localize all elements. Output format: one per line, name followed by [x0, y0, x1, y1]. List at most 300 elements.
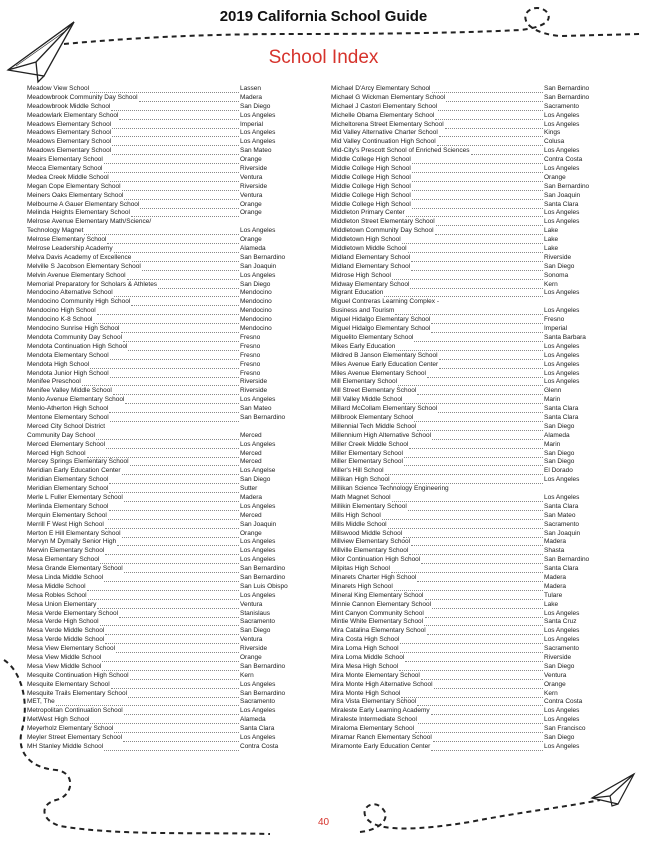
school-name: Mira Mesa High School — [331, 662, 399, 670]
school-name: Miramar Ranch Elementary School — [331, 734, 432, 742]
index-entry — [27, 85, 306, 94]
county-name: Alameda — [240, 245, 266, 253]
index-entry — [27, 316, 306, 325]
county-name: San Joaquin — [240, 520, 277, 528]
school-name: Meairs Elementary School — [27, 156, 103, 164]
index-entry — [27, 450, 306, 459]
school-name: Mesa Verde Middle School — [27, 636, 105, 644]
county-name: Madera — [240, 93, 263, 101]
school-name: Mesa Linda Middle School — [27, 573, 104, 581]
index-entry — [27, 236, 306, 245]
county-name: Lake — [544, 227, 559, 235]
index-entry — [27, 512, 306, 521]
dot-leader — [84, 227, 239, 235]
dot-leader — [110, 414, 239, 422]
index-entry — [27, 352, 306, 361]
dot-leader — [388, 521, 543, 529]
school-name: Middle College High School — [331, 191, 411, 199]
school-name: Miller's Hill School — [331, 467, 384, 475]
county-name: Los Angeles — [544, 351, 580, 359]
school-name: Mineral King Elementary School — [331, 591, 424, 599]
dot-leader — [446, 94, 543, 102]
dot-leader — [412, 165, 543, 173]
index-entry — [27, 538, 306, 547]
school-name: Mira Monte High School — [331, 689, 401, 697]
dot-leader — [431, 316, 543, 324]
index-entry — [27, 423, 306, 432]
county-name: Madera — [544, 573, 567, 581]
school-name: Miraloma Elementary School — [331, 725, 415, 733]
dot-leader — [391, 476, 543, 484]
index-entry — [27, 183, 306, 192]
county-name: San Diego — [544, 734, 575, 742]
school-name: Miller Elementary School — [331, 449, 403, 457]
county-name: Sacramento — [544, 645, 580, 653]
school-name: Michael G Wickman Elementary School — [331, 93, 446, 101]
index-entry — [27, 547, 306, 556]
county-name: Santa Barbara — [544, 333, 586, 341]
dot-leader — [439, 361, 543, 369]
school-name: Miraleste Intermediate School — [331, 716, 417, 724]
index-entry — [27, 610, 306, 619]
index-entry — [331, 378, 610, 387]
school-name: Mendocino Alternative School — [27, 289, 113, 297]
county-name: Ventura — [240, 600, 263, 608]
index-entry — [27, 458, 306, 467]
dot-leader — [93, 316, 239, 324]
school-name: Mesa Verde Elementary School — [27, 609, 119, 617]
index-entry — [27, 121, 306, 130]
index-entry — [27, 707, 306, 716]
county-name: Orange — [240, 209, 262, 217]
index-entry — [331, 707, 610, 716]
county-name: Los Angeles — [544, 378, 580, 386]
index-entry — [27, 94, 306, 103]
index-entry — [331, 432, 610, 441]
dot-leader — [432, 432, 543, 440]
dot-leader — [414, 334, 543, 342]
school-name: Middletown Middle School — [331, 245, 407, 253]
index-entry — [27, 138, 306, 147]
county-name: Fresno — [544, 316, 565, 324]
index-entry — [331, 298, 610, 307]
school-name: Milor Continuation High School — [331, 556, 421, 564]
index-entry — [27, 325, 306, 334]
school-name: Merrill F West High School — [27, 520, 104, 528]
index-entry — [331, 530, 610, 539]
index-entry — [27, 218, 306, 227]
index-entry — [331, 112, 610, 121]
county-name: Sacramento — [544, 102, 580, 110]
dot-leader — [425, 610, 543, 618]
school-name: Melbourne A Gauer Elementary School — [27, 200, 140, 208]
index-entry — [27, 370, 306, 379]
dot-leader — [414, 414, 543, 422]
school-name: Michael J Castori Elementary School — [331, 102, 438, 110]
county-name: Ventura — [240, 636, 263, 644]
index-entry — [331, 565, 610, 574]
county-name: San Francisco — [544, 725, 586, 733]
county-name: Los Angeles — [544, 636, 580, 644]
index-entry — [27, 343, 306, 352]
dot-leader — [109, 485, 239, 493]
index-entry — [27, 165, 306, 174]
school-name: Middle College High School — [331, 156, 411, 164]
dot-leader — [110, 352, 239, 360]
county-name: Los Angeles — [240, 556, 276, 564]
school-name: Mills High School — [331, 511, 381, 519]
index-entry — [331, 343, 610, 352]
dot-leader — [131, 298, 239, 306]
school-name: Menifee Valley Middle School — [27, 387, 112, 395]
school-name: Middletown Community Day School — [331, 227, 434, 235]
dot-leader — [130, 672, 239, 680]
county-name: Imperial — [544, 325, 568, 333]
index-entry — [331, 396, 610, 405]
county-name: Lassen — [240, 85, 261, 92]
county-name: San Bernardino — [544, 93, 590, 101]
index-entry — [27, 129, 306, 138]
county-name: Los Angeles — [544, 307, 580, 315]
school-name: Merton E Hill Elementary School — [27, 529, 121, 537]
index-entry — [27, 485, 306, 494]
school-name: Mercey Springs Elementary School — [27, 458, 129, 466]
index-entry — [331, 414, 610, 423]
index-entry — [27, 414, 306, 423]
county-name: Madera — [240, 493, 263, 501]
county-name: Sacramento — [240, 618, 276, 626]
dot-leader — [158, 281, 239, 289]
dot-leader — [88, 592, 239, 600]
dot-leader — [415, 725, 543, 733]
dot-leader — [471, 147, 543, 155]
dot-leader — [418, 716, 543, 724]
school-name: Meridian Elementary School — [27, 476, 109, 484]
index-entry — [331, 636, 610, 645]
school-name: Millview Elementary School — [331, 538, 411, 546]
dot-leader — [400, 645, 543, 653]
school-name: Melinda Heights Elementary School — [27, 209, 130, 217]
county-name: Los Angeles — [240, 111, 276, 119]
school-name: Middle College High School — [331, 200, 411, 208]
index-entry — [27, 530, 306, 539]
index-entry — [331, 138, 610, 147]
school-name: Mira Loma High School — [331, 645, 399, 653]
dot-leader — [435, 227, 543, 235]
school-name: Mesa View Middle School — [27, 662, 102, 670]
county-name: San Bernardino — [240, 565, 286, 573]
county-name: Los Angeles — [240, 271, 276, 279]
county-name: Los Angeles — [240, 680, 276, 688]
county-name: Sacramento — [240, 698, 276, 706]
index-column-left — [27, 85, 306, 752]
index-entry — [331, 129, 610, 138]
school-name: Memorial Preparatory for Scholars & Athletes — [27, 280, 158, 288]
school-name: Meadows Elementary School — [27, 129, 112, 137]
index-entry — [331, 627, 610, 636]
county-name: San Diego — [544, 662, 575, 670]
index-entry — [331, 165, 610, 174]
school-name: Mill Elementary School — [331, 378, 398, 386]
dot-leader — [424, 618, 543, 626]
county-name: Los Angeles — [240, 502, 276, 510]
dot-leader — [401, 690, 543, 698]
county-name: Santa Cruz — [544, 618, 577, 626]
index-entry — [27, 298, 306, 307]
county-name: Madera — [544, 538, 567, 546]
county-name: Santa Clara — [544, 200, 579, 208]
dot-leader — [132, 254, 239, 262]
dot-leader — [139, 94, 239, 102]
dot-leader — [412, 156, 543, 164]
school-name: Mira Monte Elementary School — [331, 671, 420, 679]
dot-leader — [87, 583, 239, 591]
dot-leader — [403, 396, 543, 404]
index-entry — [27, 307, 306, 316]
county-name: Contra Costa — [544, 156, 583, 164]
index-entry — [331, 494, 610, 503]
county-name: Los Angeles — [544, 342, 580, 350]
school-name: Menifee Preschool — [27, 378, 81, 386]
county-name: Mendocino — [240, 289, 272, 297]
school-name: Mid Valley Continuation High School — [331, 138, 436, 146]
county-name: Los Angeles — [544, 369, 580, 377]
school-name: Mira Catalina Elementary School — [331, 627, 426, 635]
dot-leader — [104, 743, 239, 751]
school-name: Meadowbrook Middle School — [27, 102, 111, 110]
index-entry — [27, 112, 306, 121]
index-entry — [331, 618, 610, 627]
index-entry — [331, 370, 610, 379]
county-name: Kings — [544, 129, 561, 137]
dot-leader — [382, 512, 543, 520]
school-name: Millbrook Elementary School — [331, 413, 414, 421]
school-name: Mendota Continuation High School — [27, 342, 128, 350]
dot-leader — [105, 547, 239, 555]
county-name: Los Angeles — [240, 707, 276, 715]
dot-leader — [97, 601, 239, 609]
county-name: Santa Clara — [240, 725, 275, 733]
index-entry — [27, 387, 306, 396]
index-entry — [331, 654, 610, 663]
dot-leader — [106, 441, 239, 449]
dot-leader — [421, 672, 543, 680]
dot-leader — [122, 467, 239, 475]
county-name: San Mateo — [544, 511, 576, 519]
dot-leader — [116, 645, 239, 653]
school-name: Medea Creek Middle School — [27, 173, 109, 181]
index-entry — [331, 361, 610, 370]
county-name: Riverside — [544, 253, 572, 261]
school-name: Mesa Union Elementary — [27, 600, 97, 608]
index-entry — [27, 556, 306, 565]
dot-leader — [109, 476, 239, 484]
index-entry — [331, 476, 610, 485]
index-entry — [27, 272, 306, 281]
county-name: Los Angeles — [544, 218, 580, 226]
dot-leader — [411, 538, 543, 546]
school-name: Micheltorena Street Elementary School — [331, 120, 444, 128]
index-entry — [27, 361, 306, 370]
dot-leader — [410, 281, 543, 289]
index-entry — [27, 405, 306, 414]
dot-leader — [398, 378, 543, 386]
index-entry — [331, 405, 610, 414]
school-name: Mesa View Elementary School — [27, 645, 116, 653]
dot-leader — [409, 441, 543, 449]
dot-leader — [411, 254, 543, 262]
dot-leader — [96, 432, 239, 440]
guide-title: 2019 California School Guide — [219, 8, 428, 25]
school-name: Millville Elementary School — [331, 547, 409, 555]
index-entry — [27, 467, 306, 476]
county-name: San Diego — [240, 102, 271, 110]
county-name: Los Angeles — [544, 289, 580, 297]
county-name: Alameda — [240, 716, 266, 724]
county-name: Los Angeles — [240, 734, 276, 742]
county-name: Los Angeles — [240, 547, 276, 555]
index-entry — [331, 307, 610, 316]
index-entry — [27, 574, 306, 583]
dot-leader — [384, 289, 543, 297]
county-name: Mendocino — [240, 316, 272, 324]
index-entry — [331, 645, 610, 654]
dot-leader — [392, 272, 543, 280]
dot-leader — [121, 325, 240, 333]
county-name: Los Angeles — [544, 627, 580, 635]
index-entry — [331, 423, 610, 432]
index-entry — [331, 147, 610, 156]
county-name: Riverside — [240, 182, 268, 190]
county-name: San Joaquin — [544, 191, 581, 199]
dot-leader — [124, 565, 239, 573]
county-name: Los Angeles — [240, 440, 276, 448]
school-name: Melville S Jacobson Elementary School — [27, 262, 141, 270]
index-entry — [331, 512, 610, 521]
dot-leader — [105, 636, 239, 644]
school-name: Miguelito Elementary School — [331, 333, 414, 341]
index-entry — [27, 192, 306, 201]
index-entry — [331, 458, 610, 467]
school-name: Midway Elementary School — [331, 280, 410, 288]
index-entry — [331, 441, 610, 450]
school-name: Mesquite Trails Elementary School — [27, 689, 128, 697]
index-entry — [27, 690, 306, 699]
dot-leader — [437, 138, 543, 146]
dot-leader — [112, 147, 239, 155]
dot-leader — [124, 707, 239, 715]
county-name: Sonoma — [544, 271, 569, 279]
dot-leader — [113, 387, 239, 395]
dot-leader — [108, 512, 239, 520]
dot-leader — [438, 405, 543, 413]
dot-leader — [421, 556, 543, 564]
index-entry — [27, 476, 306, 485]
county-name: Riverside — [240, 165, 268, 173]
index-entry — [331, 521, 610, 530]
index-entry — [27, 672, 306, 681]
index-entry — [331, 316, 610, 325]
school-name: Melrose Leadership Academy — [27, 245, 113, 253]
school-name: Millikan High School — [331, 476, 390, 484]
school-name: Meridian Elementary School — [27, 485, 109, 493]
dot-leader — [404, 450, 543, 458]
school-name: Megan Cope Elementary School — [27, 182, 121, 190]
dot-leader — [400, 636, 543, 644]
index-entry — [27, 521, 306, 530]
dot-leader — [417, 698, 543, 706]
county-name: Lake — [544, 236, 559, 244]
page-number: 40 — [317, 817, 330, 828]
dot-leader — [391, 565, 543, 573]
index-entry — [331, 174, 610, 183]
index-entry — [331, 94, 610, 103]
county-name: San Bernardino — [240, 253, 286, 261]
dot-leader — [433, 734, 543, 742]
county-name: Santa Clara — [544, 405, 579, 413]
county-name: Ventura — [544, 671, 567, 679]
county-name: Fresno — [240, 360, 261, 368]
dot-leader — [385, 467, 543, 475]
index-entry — [27, 147, 306, 156]
dot-leader — [405, 654, 543, 662]
dot-leader — [142, 263, 239, 271]
county-name: Los Angeles — [544, 209, 580, 217]
county-name: Los Angeles — [240, 591, 276, 599]
dot-leader — [392, 494, 543, 502]
school-name: MET, The — [27, 698, 55, 706]
dot-leader — [124, 192, 239, 200]
school-name: Middletown High School — [331, 236, 401, 244]
index-entry — [331, 556, 610, 565]
school-name: Miguel Hidalgo Elementary School — [331, 316, 431, 324]
dot-leader — [438, 103, 543, 111]
school-name: MH Stanley Middle School — [27, 742, 104, 750]
dot-leader — [82, 378, 239, 386]
school-name: Miguel Contreras Learning Complex - — [331, 298, 440, 306]
dot-leader — [104, 165, 239, 173]
school-name: Mint Canyon Community School — [331, 609, 424, 617]
index-entry — [331, 192, 610, 201]
school-name: Mid-City's Prescott School of Enriched Sciences — [331, 147, 470, 155]
school-name: Technology Magnet — [27, 227, 84, 235]
dot-leader — [425, 592, 544, 600]
dot-leader — [412, 183, 543, 191]
county-name: San Bernardino — [240, 662, 286, 670]
dot-leader — [394, 583, 543, 591]
dot-leader — [404, 458, 543, 466]
school-name: Meadows Elementary School — [27, 120, 112, 128]
index-entry — [27, 627, 306, 636]
index-entry — [331, 743, 610, 752]
dot-leader — [412, 174, 543, 182]
school-name: Merlinda Elementary School — [27, 502, 109, 510]
index-entry — [331, 467, 610, 476]
index-entry — [27, 663, 306, 672]
dot-leader — [122, 530, 239, 538]
index-entry — [331, 156, 610, 165]
dot-leader — [406, 209, 543, 217]
dot-leader — [412, 192, 543, 200]
school-name: Milpitas High School — [331, 565, 390, 573]
dot-leader — [102, 663, 239, 671]
school-name: Mira Vista Elementary School — [331, 698, 417, 706]
school-name: Meadowlark Elementary School — [27, 111, 119, 119]
index-entry — [27, 743, 306, 752]
index-entry — [27, 565, 306, 574]
dot-leader — [123, 734, 239, 742]
county-name: Riverside — [240, 387, 268, 395]
